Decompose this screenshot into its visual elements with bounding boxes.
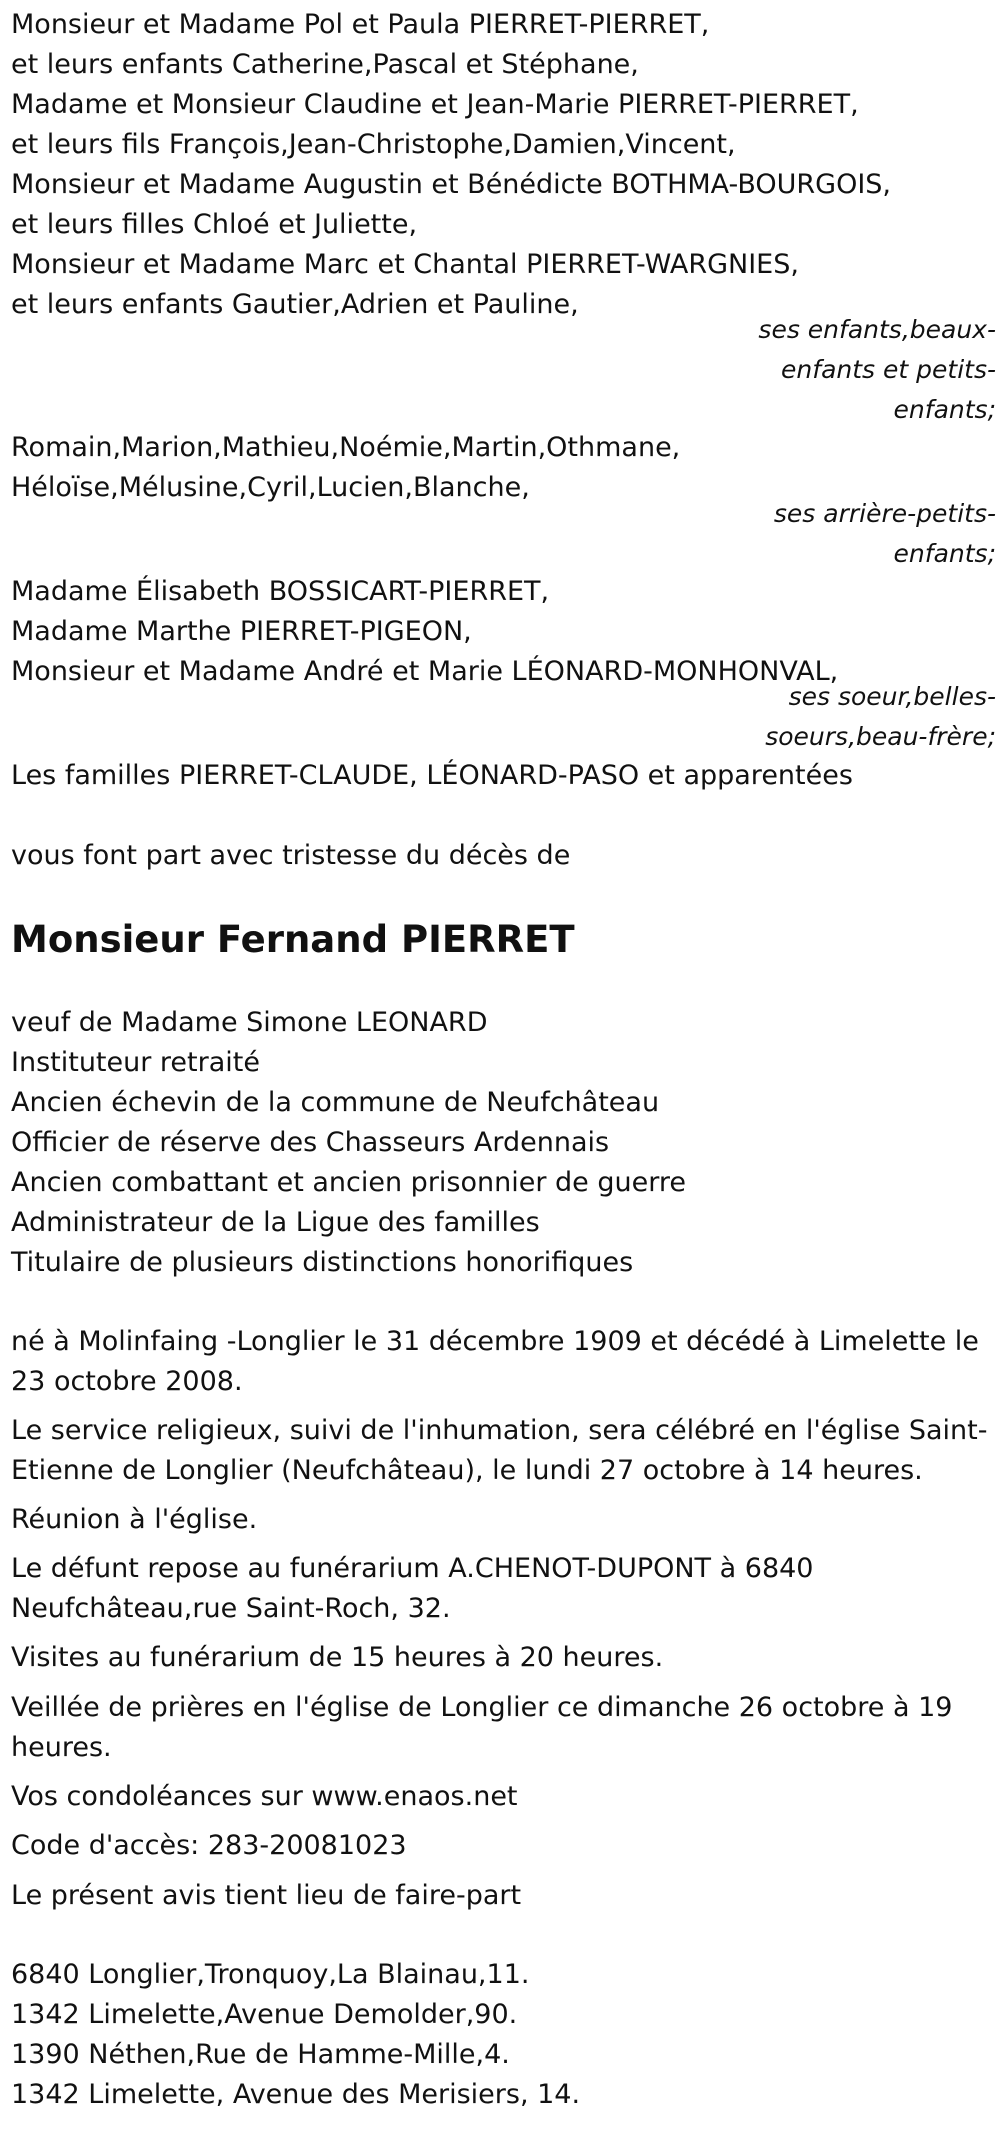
- rests-line: Neufchâteau,rue Saint-Roch, 32.: [11, 1593, 451, 1624]
- relation-line: enfants;: [893, 539, 996, 568]
- vigil-line: heures.: [11, 1732, 112, 1763]
- title-line: Ancien combattant et ancien prisonnier de guerre: [11, 1167, 686, 1198]
- vigil-line: Veillée de prières en l'église de Longlier ce dimanche 26 octobre à 19: [11, 1692, 953, 1723]
- service-line: Le service religieux, suivi de l'inhumation, sera célébré en l'église Saint-: [11, 1415, 988, 1446]
- family-line: Monsieur et Madame Marc et Chantal PIERRET-WARGNIES,: [11, 249, 799, 280]
- deceased-name: Monsieur Fernand PIERRET: [11, 918, 575, 961]
- family-line: Madame Marthe PIERRET-PIGEON,: [11, 616, 472, 647]
- family-line: Madame et Monsieur Claudine et Jean-Marie PIERRET-PIERRET,: [11, 89, 859, 120]
- rests-paragraph: [11, 1549, 996, 1629]
- relation-line: enfants et petits-: [781, 355, 996, 384]
- address-line: 1342 Limelette,Avenue Demolder,90.: [11, 1999, 518, 2030]
- family-line: Romain,Marion,Mathieu,Noémie,Martin,Othmane,: [11, 432, 681, 463]
- family-block-siblings: [11, 572, 996, 692]
- condolences-line: Vos condoléances sur www.enaos.net: [11, 1781, 518, 1812]
- address-line: 1342 Limelette, Avenue des Merisiers, 14.: [11, 2079, 581, 2110]
- announcement-line: vous font part avec tristesse du décès de: [11, 840, 571, 871]
- relation-line: soeurs,beau-frère;: [765, 722, 996, 751]
- family-line: Madame Élisabeth BOSSICART-PIERRET,: [11, 576, 550, 607]
- relation-line: ses soeur,belles-: [788, 682, 996, 711]
- title-line: Officier de réserve des Chasseurs Ardennais: [11, 1127, 610, 1158]
- relation-line: ses enfants,beaux-: [758, 315, 996, 344]
- family-line: et leurs enfants Catherine,Pascal et Stéphane,: [11, 49, 639, 80]
- families-related: Les familles PIERRET-CLAUDE, LÉONARD-PASO et apparentées: [11, 760, 853, 791]
- title-line: Instituteur retraité: [11, 1047, 260, 1078]
- relation-great-grandchildren: [11, 494, 996, 574]
- notice-line: Le présent avis tient lieu de faire-part: [11, 1880, 522, 1911]
- meeting-line: Réunion à l'église.: [11, 1504, 258, 1535]
- family-line: et leurs enfants Gautier,Adrien et Pauline,: [11, 289, 579, 320]
- address-line: 1390 Néthen,Rue de Hamme-Mille,4.: [11, 2039, 510, 2070]
- family-line: Monsieur et Madame Augustin et Bénédicte BOTHMA-BOURGOIS,: [11, 169, 892, 200]
- address-line: 6840 Longlier,Tronquoy,La Blainau,11.: [11, 1959, 530, 1990]
- title-line: veuf de Madame Simone LEONARD: [11, 1007, 488, 1038]
- relation-siblings: [11, 677, 996, 757]
- family-line: et leurs filles Chloé et Juliette,: [11, 209, 418, 240]
- service-paragraph: [11, 1411, 996, 1491]
- family-line: Héloïse,Mélusine,Cyril,Lucien,Blanche,: [11, 472, 530, 503]
- title-line: Administrateur de la Ligue des familles: [11, 1207, 540, 1238]
- addresses: [11, 1955, 996, 2115]
- family-line: Monsieur et Madame André et Marie LÉONARD-MONHONVAL,: [11, 656, 839, 687]
- birth-death-line: né à Molinfaing -Longlier le 31 décembre 1909 et décédé à Limelette le: [11, 1326, 979, 1357]
- vigil-paragraph: [11, 1688, 996, 1768]
- relation-line: ses arrière-petits-: [773, 499, 996, 528]
- rests-line: Le défunt repose au funérarium A.CHENOT-DUPONT à 6840: [11, 1553, 814, 1584]
- deceased-titles: [11, 1003, 996, 1283]
- birth-death-paragraph: [11, 1322, 996, 1402]
- family-line: et leurs fils François,Jean-Christophe,Damien,Vincent,: [11, 129, 736, 160]
- access-code-line: Code d'accès: 283-20081023: [11, 1830, 407, 1861]
- family-line: Monsieur et Madame Pol et Paula PIERRET-PIERRET,: [11, 9, 710, 40]
- title-line: Ancien échevin de la commune de Neufchâteau: [11, 1087, 660, 1118]
- title-line: Titulaire de plusieurs distinctions honorifiques: [11, 1247, 634, 1278]
- relation-children: [11, 310, 996, 430]
- relation-line: enfants;: [893, 395, 996, 424]
- service-line: Etienne de Longlier (Neufchâteau), le lundi 27 octobre à 14 heures.: [11, 1455, 923, 1486]
- visits-line: Visites au funérarium de 15 heures à 20 heures.: [11, 1642, 664, 1673]
- birth-death-line: 23 octobre 2008.: [11, 1366, 243, 1397]
- family-block-children: [11, 5, 996, 325]
